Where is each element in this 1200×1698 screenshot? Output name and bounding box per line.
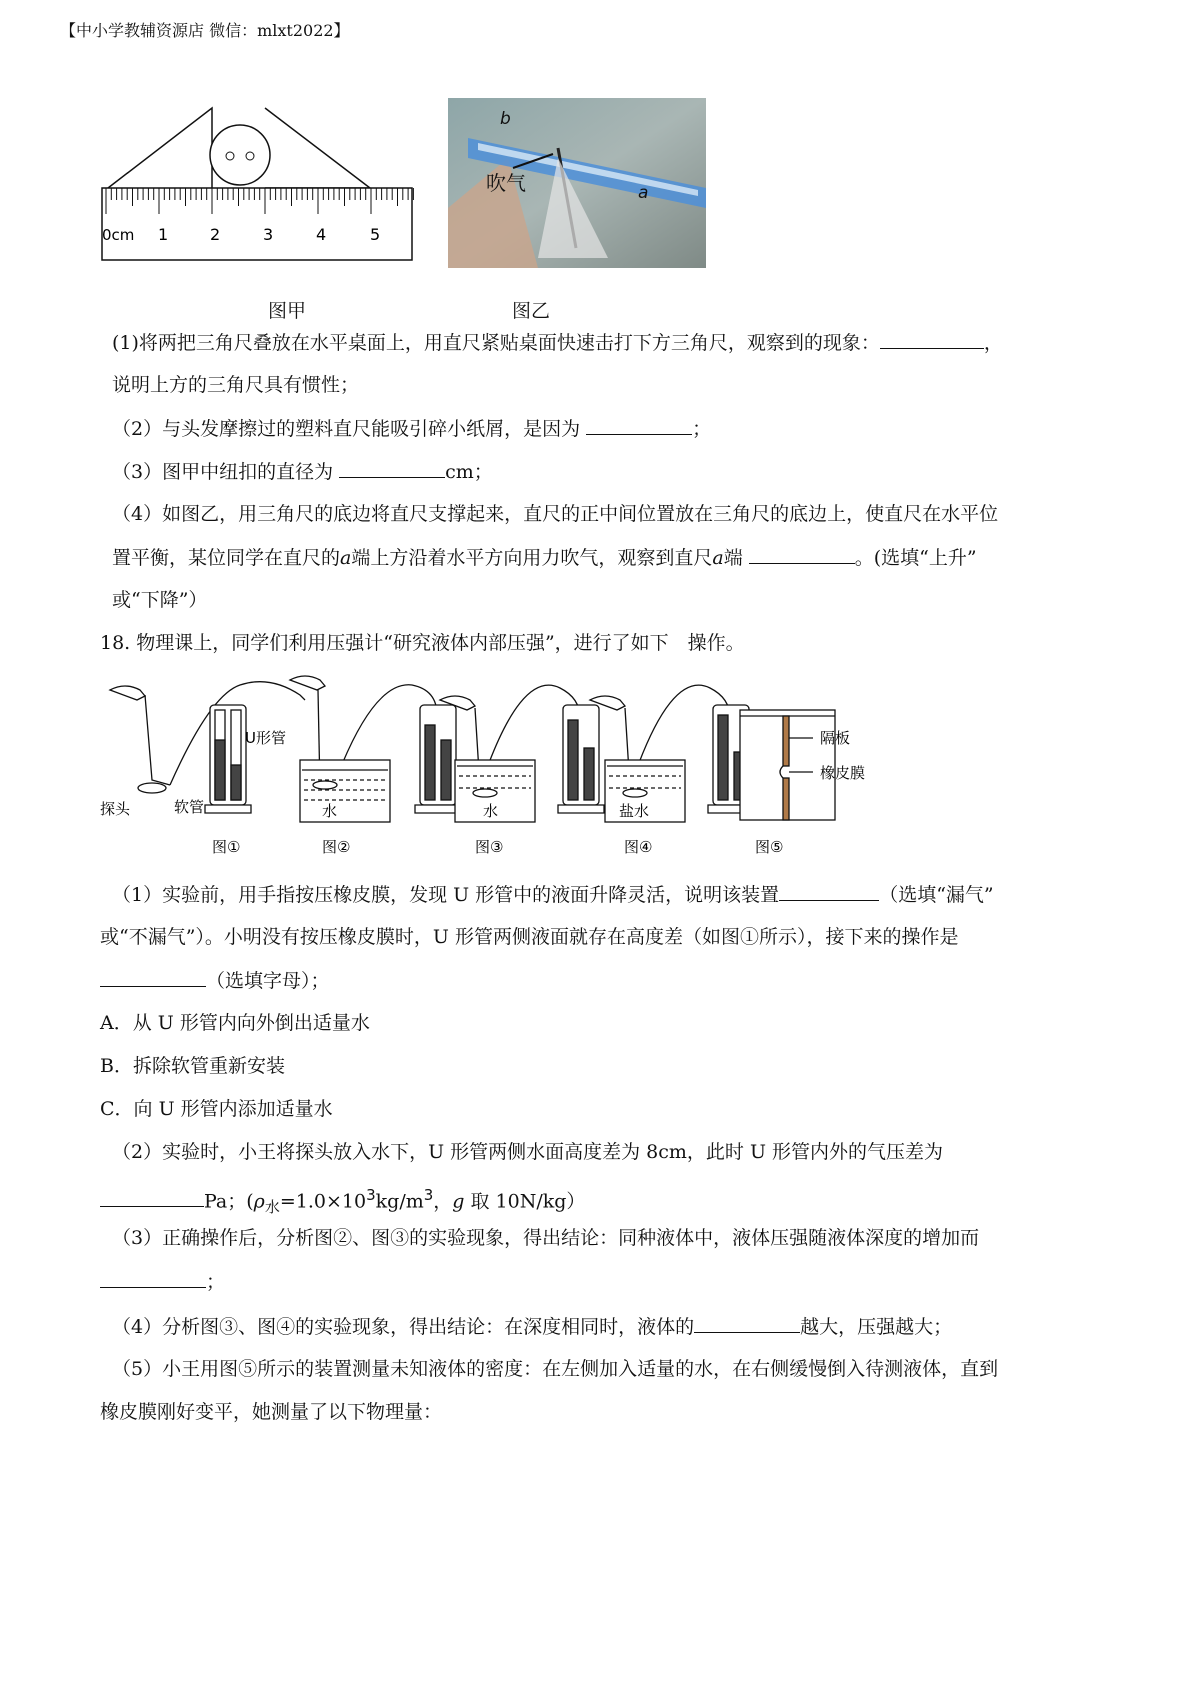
answer-blank[interactable] <box>339 459 445 478</box>
gauge-fig4 <box>590 685 754 822</box>
caption-fig2: 图② <box>322 838 351 856</box>
page-header: 【中小学教辅资源店 微信：mlxt2022】 <box>60 21 350 40</box>
label-blow: 吹气 <box>486 171 526 195</box>
ruler-label-5: 5 <box>370 225 381 244</box>
answer-blank[interactable] <box>880 330 984 349</box>
caption-fig5: 图⑤ <box>755 838 784 856</box>
q18-part3-line2: ； <box>100 1269 225 1294</box>
q18-part1-line3: （选填字母）； <box>100 968 330 993</box>
q17-part4-line3: 或“下降”） <box>112 589 208 611</box>
label-partition: 隔板 <box>820 729 851 747</box>
q18-part2-line1: （2）实验时，小王将探头放入水下，U 形管两侧水面高度差为 8cm，此时 U 形管内外的气压差为 <box>112 1141 944 1163</box>
q17-part2: （2）与头发摩擦过的塑料直尺能吸引碎小纸屑，是因为 ； <box>112 418 712 440</box>
ruler-label-4: 4 <box>316 225 327 244</box>
caption-jia: 图甲 <box>268 300 307 322</box>
button-circle <box>210 125 270 185</box>
label-a: a <box>638 183 649 203</box>
q18-part1-line2: 或“不漏气”）。小明没有按压橡皮膜时，U 形管两侧液面就存在高度差（如图①所示），接下来的操作是 <box>100 926 959 948</box>
figure-jia <box>100 100 420 270</box>
figure-yi-photo <box>448 98 706 268</box>
ruler-label-0: 0cm <box>102 226 135 244</box>
label-water-fig3: 水 <box>483 802 499 820</box>
q17-part4-line1: （4）如图乙，用三角尺的底边将直尺支撑起来，直尺的正中间位置放在三角尺的底边上，使直尺在水平位 <box>112 503 999 525</box>
label-water-fig2: 水 <box>322 802 338 820</box>
q17-part1-line1: (1)将两把三角尺叠放在水平桌面上，用直尺紧贴桌面快速击打下方三角尺，观察到的现象： ， <box>112 332 1003 354</box>
gauge-fig1 <box>110 682 305 813</box>
option-b: B．拆除软管重新安装 <box>100 1055 285 1077</box>
answer-blank[interactable] <box>586 416 692 435</box>
option-c: C．向 U 形管内添加适量水 <box>100 1098 333 1120</box>
q18-part2-line2: Pa；($\rho_水=1.0\times 10^3kg/m^3$，g 取 10N/kg） <box>100 1183 585 1219</box>
answer-blank[interactable] <box>100 968 206 987</box>
answer-blank[interactable] <box>749 545 855 564</box>
ruler-label-1: 1 <box>158 225 169 244</box>
answer-blank[interactable] <box>100 1188 204 1207</box>
q17-part3: （3）图甲中纽扣的直径为 cm； <box>112 461 493 483</box>
ruler-label-2: 2 <box>210 225 221 244</box>
label-membrane: 橡皮膜 <box>820 764 866 782</box>
label-probe: 探头 <box>100 800 131 818</box>
answer-blank[interactable] <box>779 882 879 901</box>
q18-part4: （4）分析图③、图④的实验现象，得出结论：在深度相同时，液体的 越大，压强越大； <box>112 1316 953 1338</box>
caption-fig3: 图③ <box>475 838 504 856</box>
option-a: A．从 U 形管内向外倒出适量水 <box>100 1012 370 1034</box>
q18-part5-line2: 橡皮膜刚好变平，她测量了以下物理量： <box>100 1401 443 1423</box>
q18-part1-line1: （1）实验前，用手指按压橡皮膜，发现 U 形管中的液面升降灵活，说明该装置 （选填“漏气” <box>112 884 994 906</box>
label-salt-water: 盐水 <box>619 802 650 820</box>
caption-fig4: 图④ <box>624 838 653 856</box>
answer-blank[interactable] <box>694 1314 800 1333</box>
q18-part3-line1: （3）正确操作后，分析图②、图③的实验现象，得出结论：同种液体中，液体压强随液体深度的增加而 <box>112 1227 980 1249</box>
ruler-label-3: 3 <box>263 225 274 244</box>
q18-part5-line1: （5）小王用图⑤所示的装置测量未知液体的密度：在左侧加入适量的水，在右侧缓慢倒入待测液体，直到 <box>112 1358 999 1380</box>
caption-yi: 图乙 <box>512 300 551 322</box>
caption-fig1: 图① <box>212 838 241 856</box>
gauge-fig3 <box>440 685 604 822</box>
label-hose: 软管 <box>174 798 205 816</box>
gauge-fig2 <box>290 676 461 822</box>
figure-pressure-gauges <box>100 670 920 865</box>
q18-stem: 18. 物理课上，同学们利用压强计“研究液体内部压强”，进行了如下 操作。 <box>100 632 745 654</box>
q17-part4-line2: 置平衡，某位同学在直尺的a端上方沿着水平方向用力吹气，观察到直尺a端 。(选填“上升” <box>112 547 977 569</box>
q17-part1-line2: 说明上方的三角尺具有惯性； <box>112 374 360 396</box>
label-b: b <box>500 109 511 129</box>
answer-blank[interactable] <box>100 1269 206 1288</box>
label-u-tube: U形管 <box>245 729 286 747</box>
